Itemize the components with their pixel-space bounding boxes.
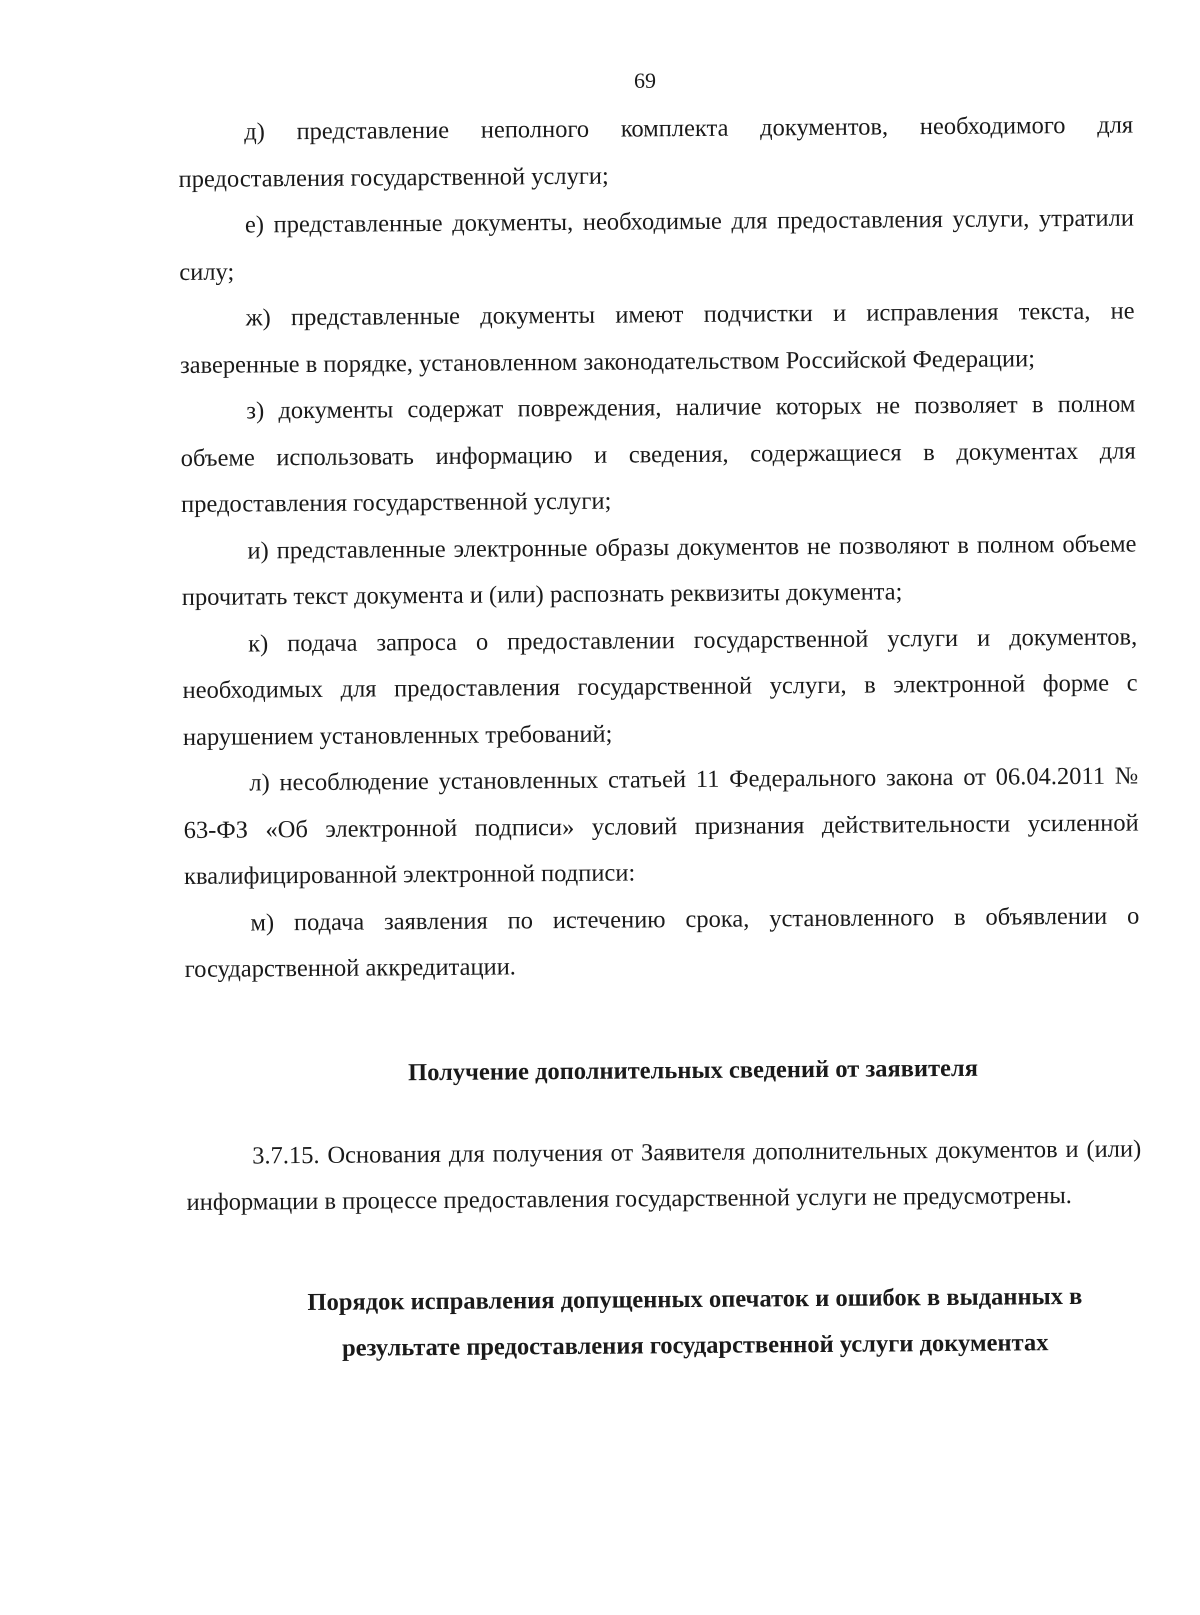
paragraph-m: м) подача заявления по истечению срока, установленного в объявлении о государственной аккредитации. (184, 901, 1140, 983)
section-heading-corrections (187, 1273, 1143, 1372)
paragraph-l: л) несоблюдение установленных статьей 11 Федерального закона от 06.04.2011 № 63-ФЗ «Об электронной подписи» условий признания действительности усиленной квалифицированной электронной подписи: (183, 762, 1139, 890)
paragraph-k: к) подача запроса о предоставлении государственной услуги и документов, необходимых для предоставления государственной услуги, в электронной форме с нарушением установленных требований; (182, 622, 1138, 751)
section-heading-corrections-line1: Порядок исправления допущенных опечаток и ошибок в выданных в (307, 1282, 1083, 1316)
paragraph-d: д) представление неполного комплекта документов, необходимого для предоставления государственной услуги; (178, 111, 1134, 193)
section-heading-additional-info: Получение дополнительных сведений от заявителя (408, 1054, 979, 1086)
paragraph-z: з) документы содержат повреждения, наличие которых не позволяет в полном объеме использовать информацию и сведения, содержащиеся в документах для предоставления государственной услуги; (180, 390, 1136, 518)
paragraph-i: и) представленные электронные образы документов не позволяют в полном объеме прочитать текст документа и (или) распознать реквизиты документа; (181, 529, 1137, 611)
document-body (178, 102, 1143, 1372)
page-number: 69 (634, 68, 656, 93)
paragraph-e: е) представленные документы, необходимые для предоставления услуги, утратили силу; (179, 204, 1134, 286)
paragraph-zh: ж) представленные документы имеют подчистки и исправления текста, не заверенные в порядке, установленном законодательством Российской Федерации; (179, 297, 1135, 379)
paragraph-3-7-15: 3.7.15. Основания для получения от Заявителя дополнительных документов и (или) информации в процессе предоставления государственной услуги не предусмотрены. (186, 1134, 1142, 1216)
section-heading-corrections-line2: результате предоставления государственной услуги документах (341, 1328, 1049, 1362)
